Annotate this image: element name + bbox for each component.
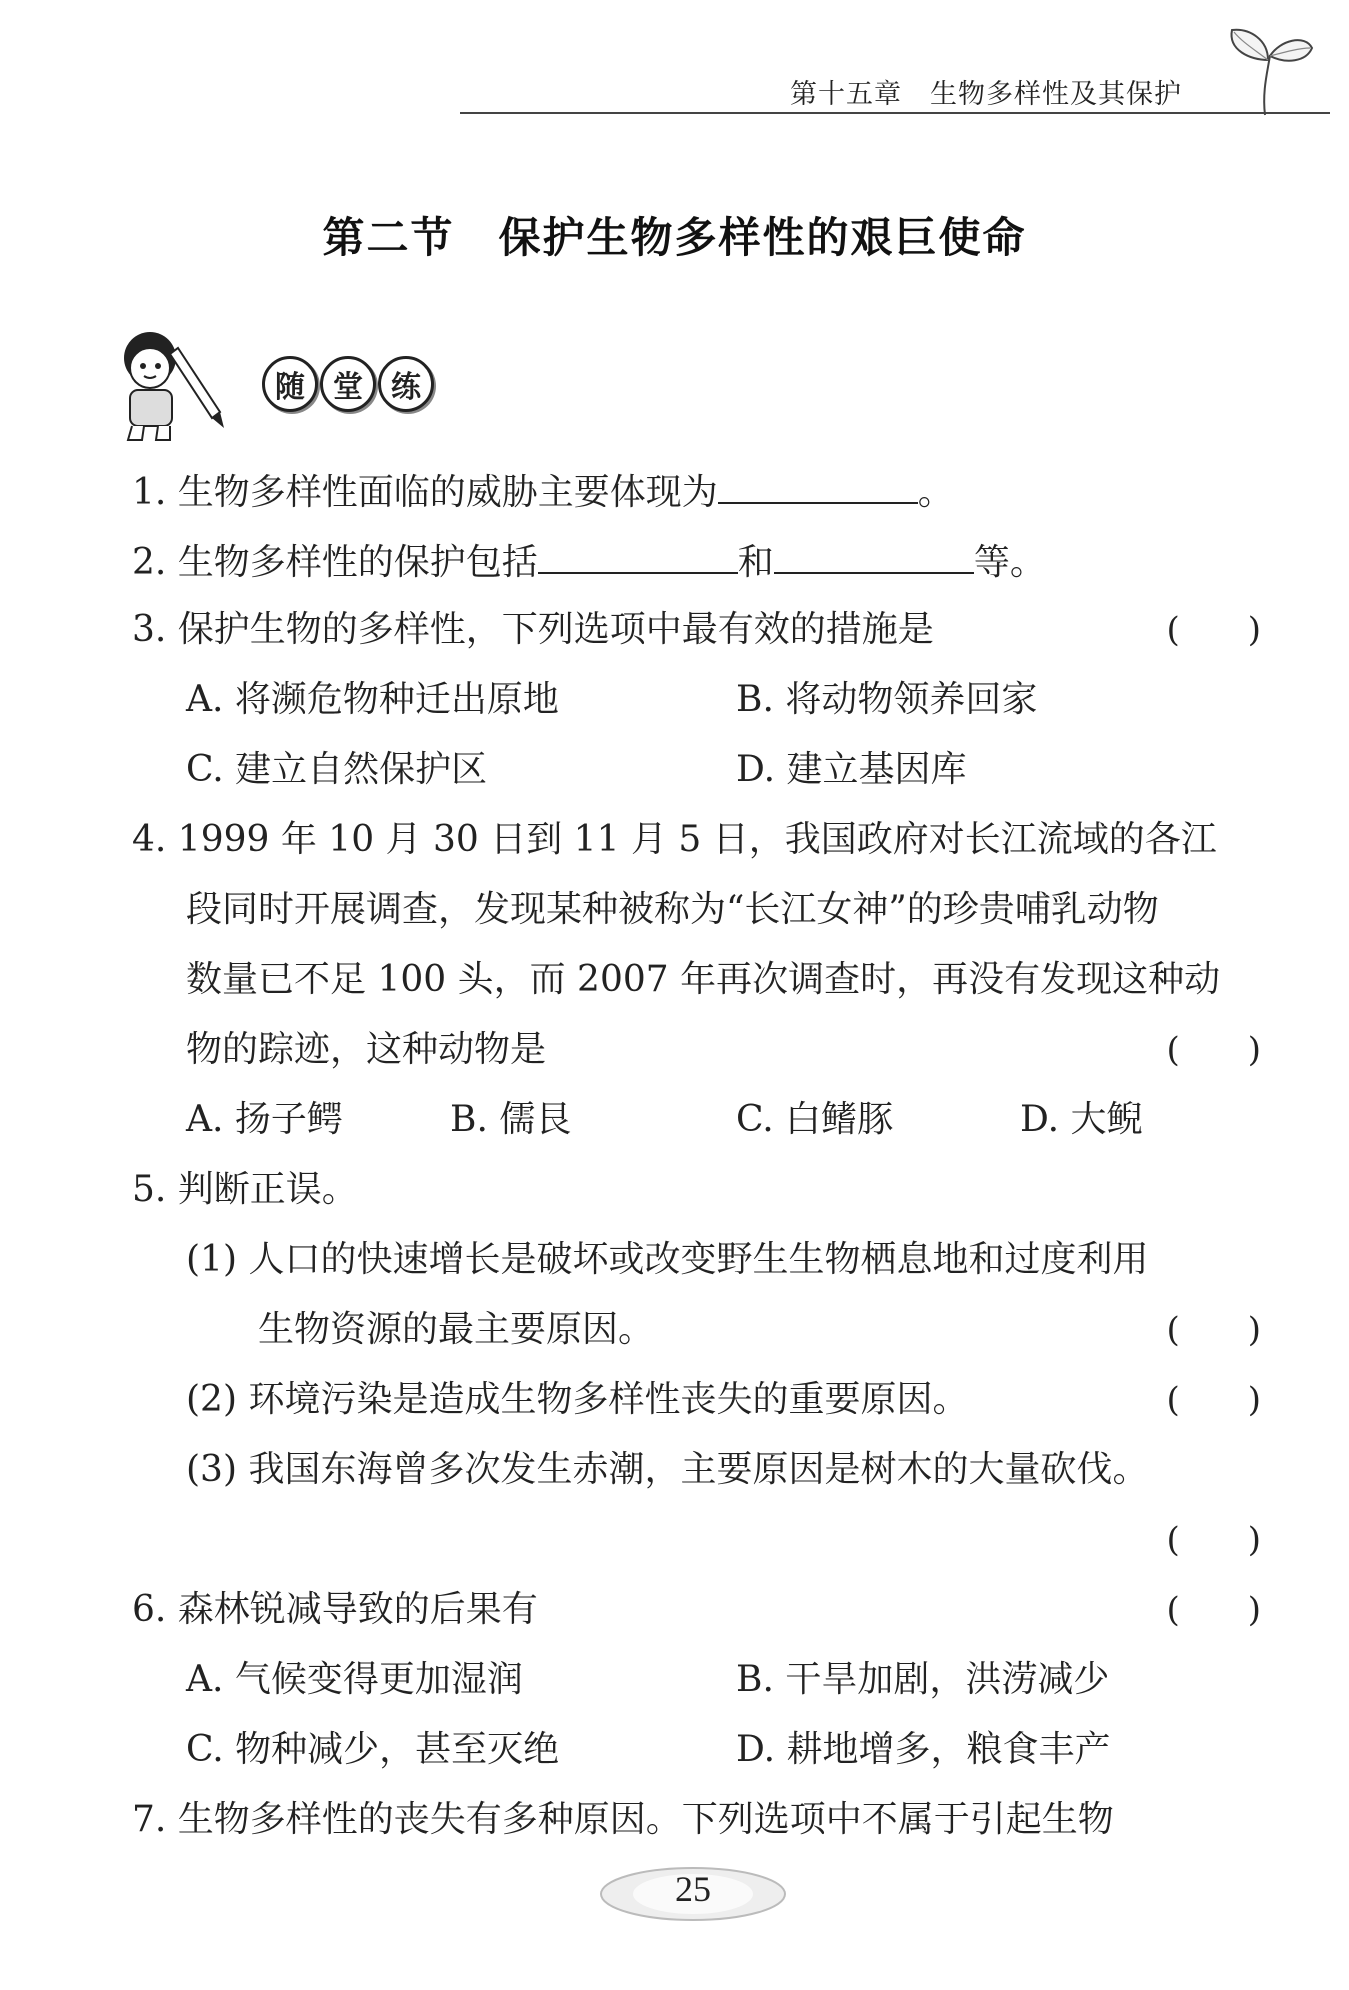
badge-char: 堂 (320, 356, 376, 412)
question-2-mid: 和 (737, 542, 774, 583)
option-c: C. 物种减少，甚至灭绝 (186, 1729, 560, 1770)
practice-badge (262, 356, 434, 412)
question-7: 7. 生物多样性的丧失有多种原因。下列选项中不属于引起生物 (132, 1799, 1114, 1840)
judgement-item-1-cont: 生物资源的最主要原因。 (258, 1309, 655, 1350)
option-c: C. 白鳍豚 (736, 1099, 894, 1140)
answer-blank[interactable] (538, 538, 738, 574)
answer-parens[interactable]: ( ) (1166, 1590, 1261, 1630)
answer-blank[interactable] (774, 538, 974, 574)
question-4-line: 段同时开展调查，发现某种被称为“长江女神”的珍贵哺乳动物 (186, 889, 1159, 930)
option-b: B. 干旱加剧，洪涝减少 (736, 1659, 1110, 1700)
answer-parens[interactable]: ( ) (1166, 1310, 1261, 1350)
option-a: A. 扬子鳄 (186, 1099, 343, 1140)
option-a: A. 气候变得更加湿润 (186, 1659, 523, 1700)
question-1-text: 1. 生物多样性面临的威胁主要体现为 (132, 472, 718, 513)
option-b: B. 将动物领养回家 (736, 679, 1038, 720)
question-3: 3. 保护生物的多样性，下列选项中最有效的措施是 (132, 609, 934, 650)
question-1-end: 。 (917, 472, 954, 513)
header-rule (460, 112, 1330, 114)
question-2-end: 等。 (973, 542, 1046, 583)
answer-blank[interactable] (718, 468, 918, 504)
question-4-line: 数量已不足 100 头，而 2007 年再次调查时，再没有发现这种动 (186, 959, 1221, 1000)
header-chapter-title: 生物多样性及其保护 (930, 79, 1182, 110)
running-header (790, 72, 1182, 111)
question-2-text: 2. 生物多样性的保护包括 (132, 542, 538, 583)
judgement-item-1: (1) 人口的快速增长是破坏或改变野生生物栖息地和过度利用 (186, 1239, 1149, 1280)
option-b: B. 儒艮 (450, 1099, 572, 1140)
badge-char: 练 (378, 356, 434, 412)
option-c: C. 建立自然保护区 (186, 749, 488, 790)
student-with-pencil-icon (108, 328, 238, 446)
option-a: A. 将濒危物种迁出原地 (186, 679, 559, 720)
plant-sprout-icon (1210, 20, 1320, 120)
answer-parens[interactable]: ( ) (1166, 610, 1261, 650)
judgement-item-3: (3) 我国东海曾多次发生赤潮，主要原因是树木的大量砍伐。 (186, 1449, 1149, 1490)
question-2 (132, 538, 1046, 585)
question-4-line: 4. 1999 年 10 月 30 日到 11 月 5 日，我国政府对长江流域的各江 (132, 819, 1217, 860)
option-d: D. 大鲵 (1020, 1099, 1143, 1140)
question-5: 5. 判断正误。 (132, 1169, 358, 1210)
answer-parens[interactable]: ( ) (1166, 1520, 1261, 1560)
header-chapter: 第十五章 (790, 79, 902, 110)
section-title: 第二节 保护生物多样性的艰巨使命 (322, 213, 1027, 262)
answer-parens[interactable]: ( ) (1166, 1380, 1261, 1420)
answer-parens[interactable]: ( ) (1166, 1030, 1261, 1070)
option-d: D. 建立基因库 (736, 749, 967, 790)
badge-char: 随 (262, 356, 318, 412)
page-number: 25 (675, 1869, 711, 1909)
judgement-item-2: (2) 环境污染是造成生物多样性丧失的重要原因。 (186, 1379, 969, 1420)
option-d: D. 耕地增多，粮食丰产 (736, 1729, 1111, 1770)
question-4-line: 物的踪迹，这种动物是 (186, 1029, 547, 1070)
question-1 (132, 468, 954, 515)
question-6: 6. 森林锐减导致的后果有 (132, 1589, 538, 1630)
